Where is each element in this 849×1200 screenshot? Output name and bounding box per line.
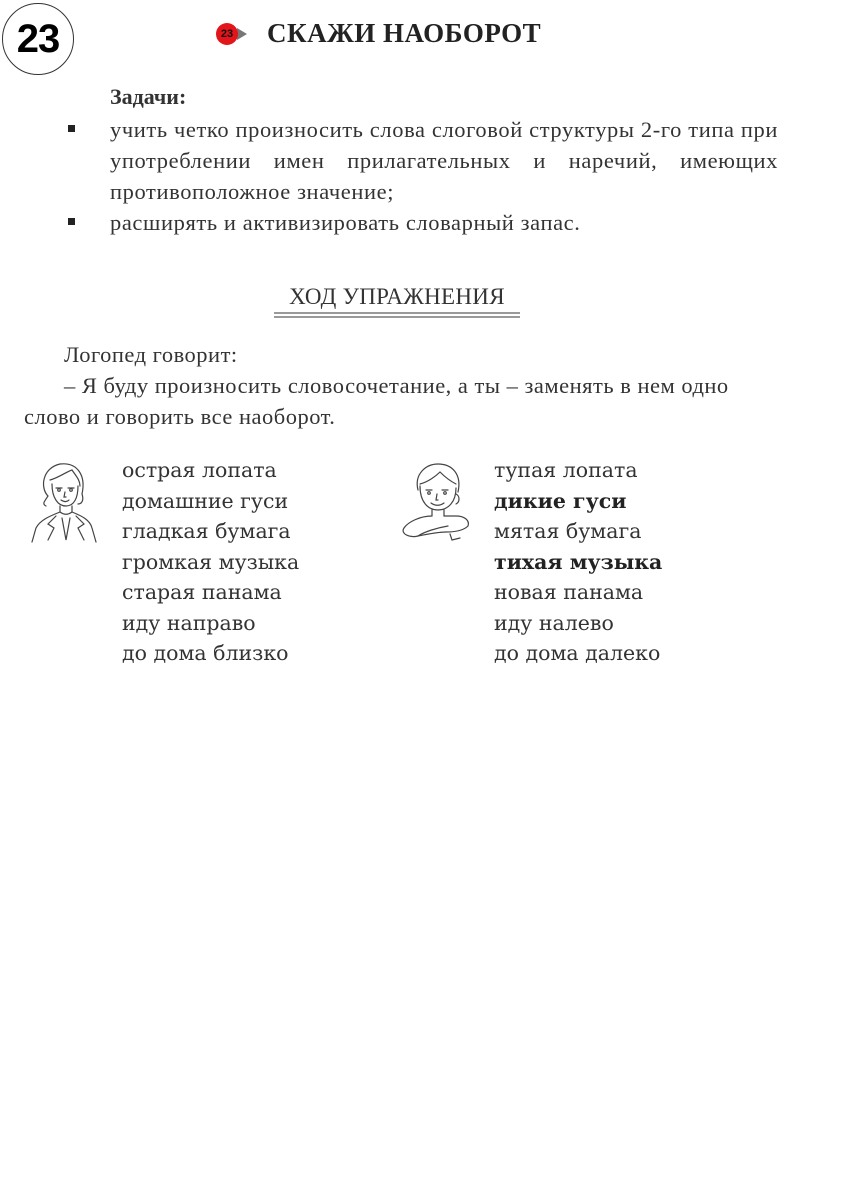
opposite-phrase-item: тихая музыка [494, 549, 663, 574]
heading-double-underline [274, 312, 520, 318]
pointer-arrow-icon [237, 28, 247, 40]
task-text: учить четко произносить слова слоговой структуры 2-го типа при употреблении имен прилагательных и наречий, имеющих противоположное значение; [110, 117, 778, 204]
exercise-number-badge: 23 [216, 23, 238, 45]
opposite-phrase-item: новая панама [494, 580, 644, 604]
page-number: 23 [2, 3, 74, 75]
exercise-title: СКАЖИ НАОБОРОТ [267, 18, 542, 48]
opposite-phrase-item: иду налево [494, 610, 614, 635]
opposite-phrase-item: тупая лопата [494, 458, 638, 482]
task-item [68, 114, 778, 207]
bullet-icon [68, 218, 75, 225]
phrase-item: иду направо [122, 610, 256, 635]
exercise-header [216, 18, 541, 49]
opposite-phrase-item: мятая бумага [494, 519, 642, 543]
tasks-list [68, 114, 778, 238]
task-item [68, 207, 778, 238]
phrase-item: острая лопата [122, 458, 277, 482]
opposite-phrase-item: до дома далеко [494, 641, 661, 665]
opposite-phrase-item: дикие гуси [494, 488, 627, 513]
phrase-item: гладкая бумага [122, 519, 291, 543]
instruction-paragraph: – Я буду произносить словосочетание, а ты – заменять в нем одно слово и говорить все наоборот. [24, 373, 729, 429]
phrase-item: старая панама [122, 580, 282, 604]
phrases-column-right [494, 455, 662, 669]
section-heading: ХОД УПРАЖНЕНИЯ [289, 284, 505, 309]
boy-avatar-icon [398, 460, 474, 542]
instruction-paragraph: Логопед говорит: [64, 342, 238, 367]
phrases-column-left [122, 455, 299, 669]
task-text: расширять и активизировать словарный запас. [110, 210, 581, 235]
phrase-item: до дома близко [122, 641, 289, 665]
phrase-item: домашние гуси [122, 488, 289, 513]
phrase-item: громкая музыка [122, 549, 300, 574]
tasks-label: Задачи: [110, 84, 187, 109]
bullet-icon [68, 125, 75, 132]
woman-avatar-icon [26, 458, 98, 544]
